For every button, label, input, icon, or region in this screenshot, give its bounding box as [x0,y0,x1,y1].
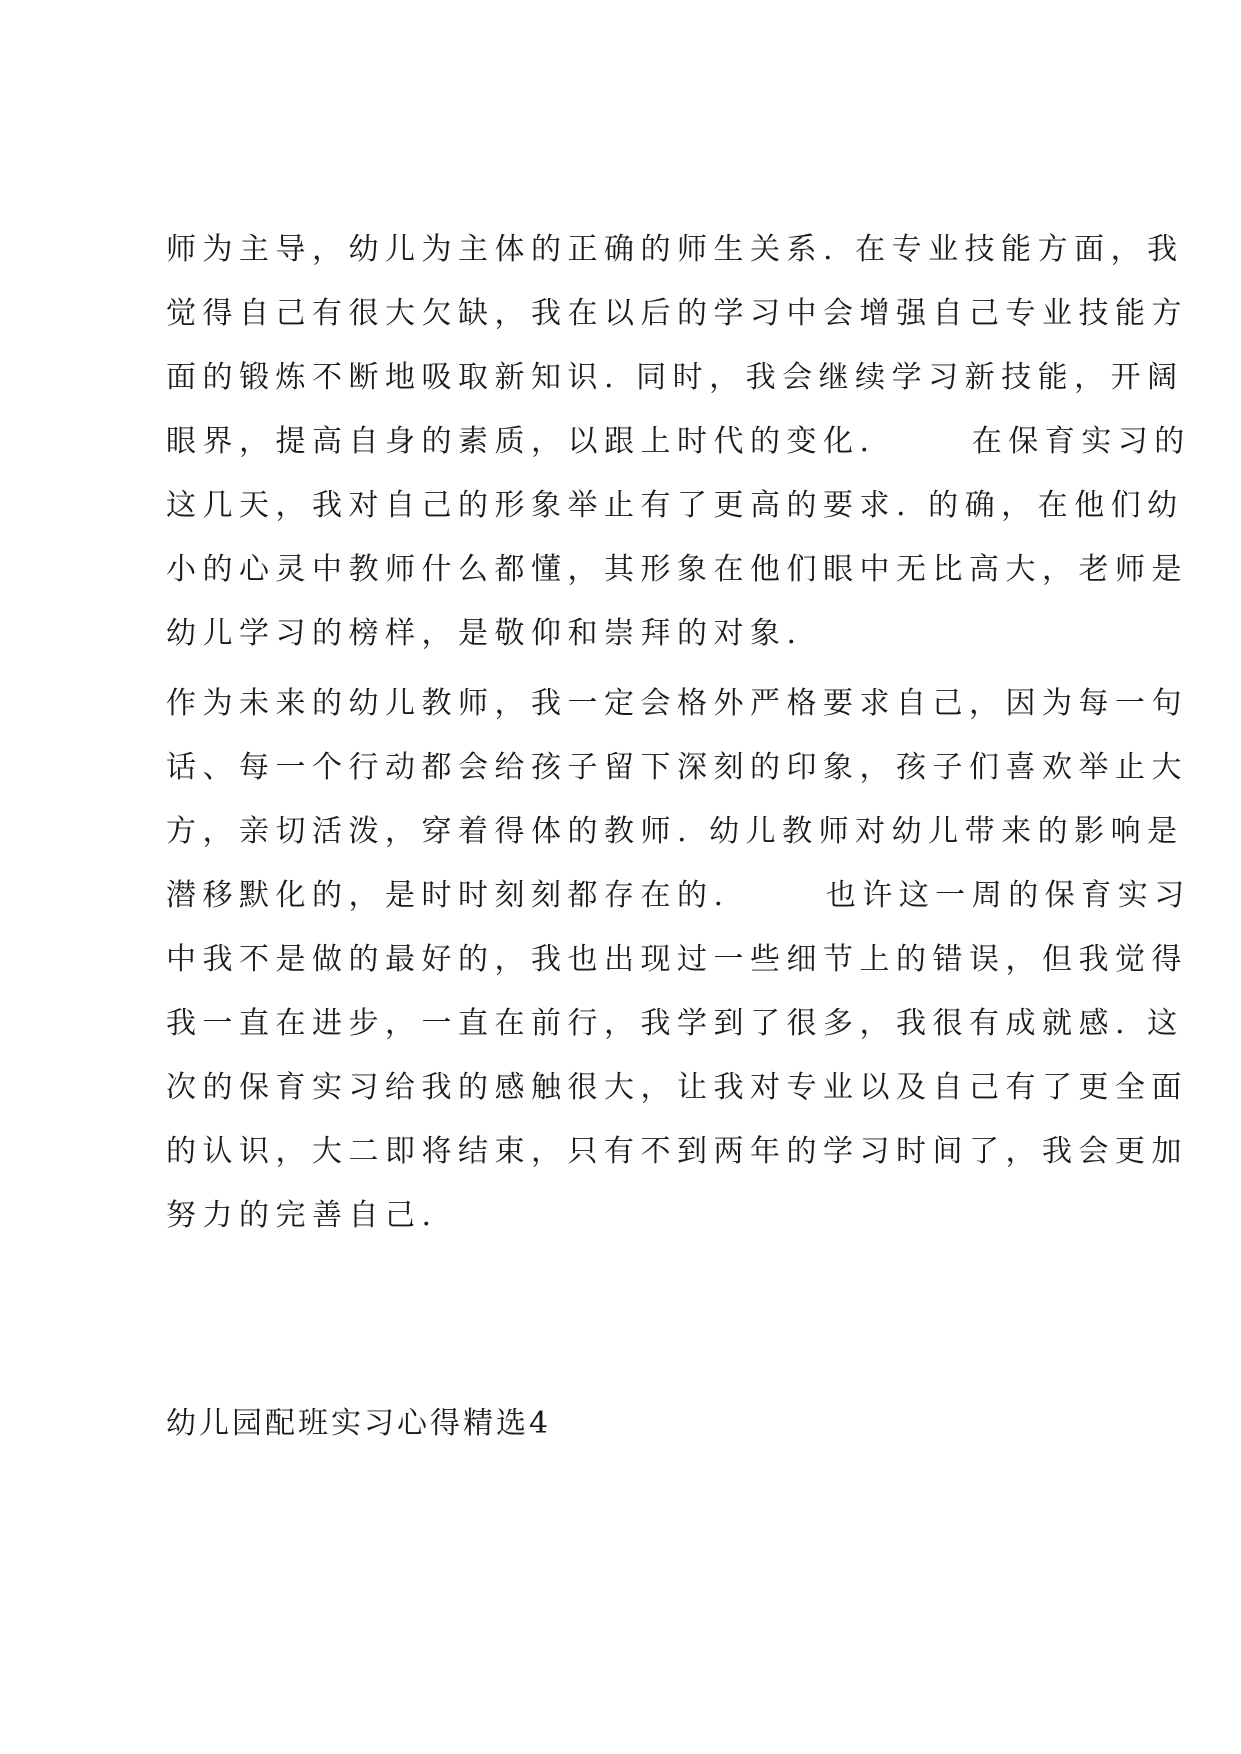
text-line: 小的心灵中教师什么都懂，其形象在他们眼中无比高大，老师是 [166,552,1188,587]
text-line: 幼儿学习的榜样，是敬仰和崇拜的对象. [166,616,803,651]
text-line: 作为未来的幼儿教师，我一定会格外严格要求自己，因为每一句 [166,686,1188,721]
text-line: 中我不是做的最好的，我也出现过一些细节上的错误，但我觉得 [166,942,1188,977]
paragraph-1 [166,218,1191,666]
text-line: 我一直在进步，一直在前行，我学到了很多，我很有成就感. 这 [166,1006,1184,1041]
text-line: 方，亲切活泼，穿着得体的教师. 幼儿教师对幼儿带来的影响是 [166,814,1184,849]
text-line: 眼界，提高自身的素质，以跟上时代的变化. 在保育实习的 [166,424,1191,459]
text-line: 潜移默化的，是时时刻刻都存在的. 也许这一周的保育实习 [166,878,1191,913]
section-heading: 幼儿园配班实习心得精选4 [166,1406,552,1441]
text-line: 师为主导，幼儿为主体的正确的师生关系. 在专业技能方面，我 [166,232,1184,267]
text-line: 话、每一个行动都会给孩子留下深刻的印象，孩子们喜欢举止大 [166,750,1188,785]
text-line: 努力的完善自己. [166,1198,438,1233]
text-line: 这几天，我对自己的形象举止有了更高的要求. 的确，在他们幼 [166,488,1184,523]
text-line: 面的锻炼不断地吸取新知识. 同时，我会继续学习新技能，开阔 [166,360,1184,395]
text-line: 次的保育实习给我的感触很大，让我对专业以及自己有了更全面 [166,1070,1188,1105]
paragraph-2 [166,672,1191,1248]
text-line: 的认识，大二即将结束，只有不到两年的学习时间了，我会更加 [166,1134,1188,1169]
text-line: 觉得自己有很大欠缺，我在以后的学习中会增强自己专业技能方 [166,296,1188,331]
